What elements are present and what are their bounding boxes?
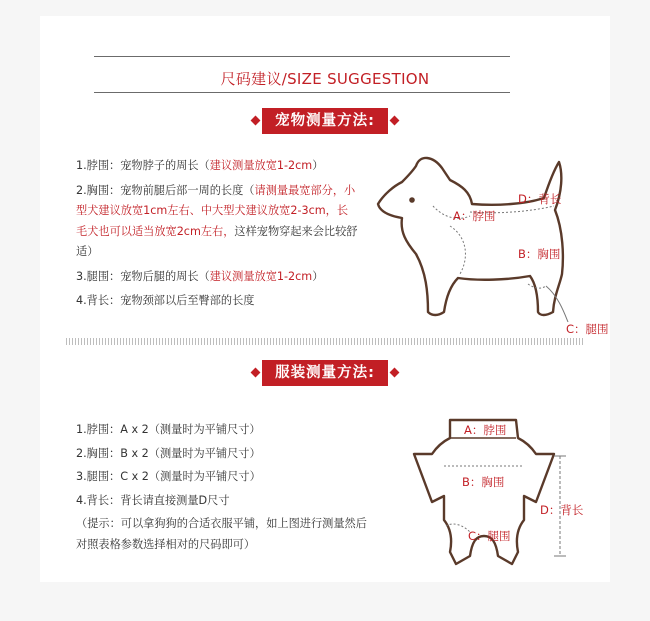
dog-outline bbox=[378, 158, 563, 315]
pet-item-neck: 1.脖围：宠物脖子的周长（建议测量放宽1-2cm） bbox=[76, 159, 324, 172]
pet-measure-badge: 宠物测量方法: bbox=[262, 108, 388, 134]
garment-label-c: C：腿围 bbox=[468, 529, 511, 543]
dog-label-c: C：腿围 bbox=[566, 322, 609, 336]
garment-label-d: D：背长 bbox=[540, 503, 584, 517]
dog-label-b: B：胸围 bbox=[518, 247, 561, 261]
dog-label-a: A：脖围 bbox=[453, 209, 496, 223]
dog-eye bbox=[409, 197, 415, 203]
pet-item-chest: 2.胸围：宠物前腿后部一周的长度（请测量最宽部分，小型犬建议放宽1cm左右、中大型犬建议放宽2-3cm，长毛犬也可以适当放宽2cm左右，这样宠物穿起来会比较舒适） bbox=[76, 183, 358, 258]
clothes-tip: （提示：可以拿狗狗的合适衣服平铺，如上图进行测量然后对照表格参数选择相对的尺码即可） bbox=[76, 517, 367, 551]
title-bottom-rule bbox=[94, 92, 510, 93]
dog-label-d: D：背长 bbox=[518, 192, 562, 206]
section-divider bbox=[66, 338, 584, 345]
clothes-item-chest: 2.胸围：B x 2（测量时为平铺尺寸） bbox=[76, 446, 261, 460]
garment-diagram bbox=[408, 406, 598, 576]
pet-item-back: 4.背长：宠物颈部以后至臀部的长度 bbox=[76, 294, 255, 307]
clothes-measure-badge: 服装测量方法: bbox=[262, 360, 388, 386]
page-title: 尺码建议/SIZE SUGGESTION bbox=[220, 70, 430, 88]
dog-diagram bbox=[358, 146, 609, 336]
pet-item-leg: 3.腿围：宠物后腿的周长（建议测量放宽1-2cm） bbox=[76, 269, 324, 283]
clothes-measure-list bbox=[76, 420, 376, 555]
garment-label-a: A：脖围 bbox=[464, 423, 507, 437]
clothes-item-leg: 3.腿围：C x 2（测量时为平铺尺寸） bbox=[76, 470, 261, 483]
pet-measure-list bbox=[76, 156, 358, 312]
clothes-item-back: 4.背长：背长请直接测量D尺寸 bbox=[76, 493, 230, 507]
title-top-rule bbox=[94, 56, 510, 57]
garment-label-b: B：胸围 bbox=[462, 475, 505, 489]
size-suggestion-card bbox=[40, 16, 610, 582]
clothes-item-neck: 1.脖围：A x 2（测量时为平铺尺寸） bbox=[76, 423, 261, 436]
